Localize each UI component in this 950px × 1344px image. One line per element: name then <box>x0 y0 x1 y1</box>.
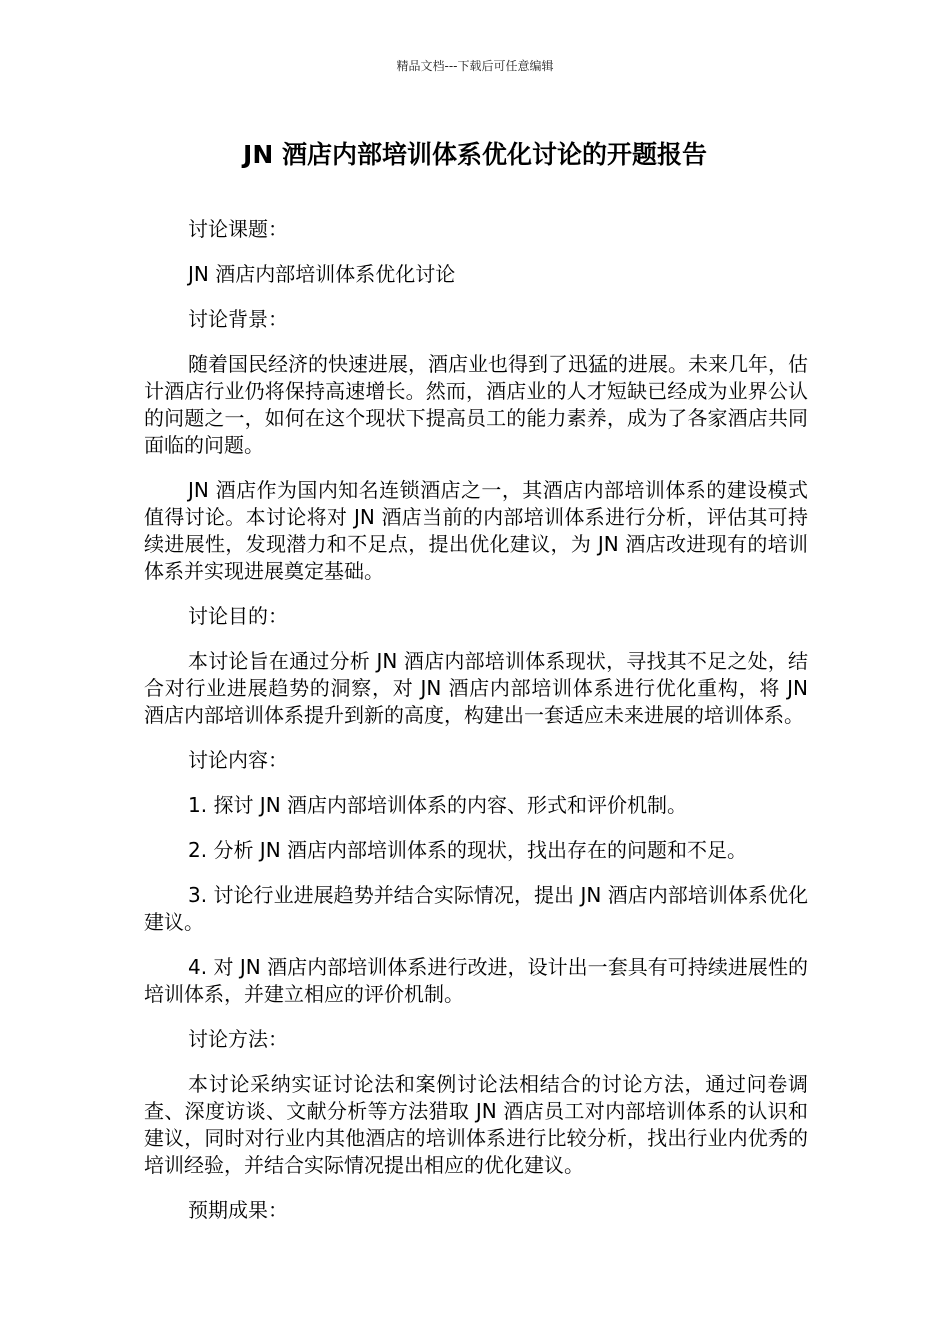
document-body <box>144 216 808 1242</box>
section-label-topic: 讨论课题： <box>188 217 288 241</box>
section-label-background: 讨论背景： <box>188 307 288 331</box>
section-label-method: 讨论方法： <box>188 1027 288 1051</box>
background-paragraph-1: 随着国民经济的快速进展，酒店业也得到了迅猛的进展。未来几年，估计酒店行业仍将保持高速增长。然而，酒店业的人才短缺已经成为业界公认的问题之一，如何在这个现状下提高员工的能力素养，成为了各家酒店共同面临的问题。 <box>144 352 808 457</box>
purpose-paragraph: 本讨论旨在通过分析 JN 酒店内部培训体系现状，寻找其不足之处，结合对行业进展趋势的洞察，对 JN 酒店内部培训体系进行优化重构，将 JN 酒店内部培训体系提升到新的高度，构建出一套适应未来进展的培训体系。 <box>144 649 808 727</box>
section-label-expected-results: 预期成果： <box>188 1198 288 1222</box>
content-item-4: 4. 对 JN 酒店内部培训体系进行改进，设计出一套具有可持续进展性的培训体系，并建立相应的评价机制。 <box>144 955 808 1006</box>
content-item-3: 3. 讨论行业进展趋势并结合实际情况，提出 JN 酒店内部培训体系优化建议。 <box>144 883 808 934</box>
content-item-2: 2. 分析 JN 酒店内部培训体系的现状，找出存在的问题和不足。 <box>188 838 748 862</box>
topic-text: JN 酒店内部培训体系优化讨论 <box>188 262 456 286</box>
document-title: JN 酒店内部培训体系优化讨论的开题报告 <box>243 140 707 169</box>
header-note: 精品文档---下载后可任意编辑 <box>396 59 554 73</box>
section-label-purpose: 讨论目的： <box>188 604 288 628</box>
content-item-1: 1. 探讨 JN 酒店内部培训体系的内容、形式和评价机制。 <box>188 793 688 817</box>
section-label-content: 讨论内容： <box>188 748 288 772</box>
background-paragraph-2: JN 酒店作为国内知名连锁酒店之一，其酒店内部培训体系的建设模式值得讨论。本讨论将对 JN 酒店当前的内部培训体系进行分析，评估其可持续进展性，发现潜力和不足点，提出优化建议，为 JN 酒店改进现有的培训体系并实现进展奠定基础。 <box>144 478 808 583</box>
method-paragraph: 本讨论采纳实证讨论法和案例讨论法相结合的讨论方法，通过问卷调查、深度访谈、文献分析等方法猎取 JN 酒店员工对内部培训体系的认识和建议，同时对行业内其他酒店的培训体系进行比较分析，找出行业内优秀的培训经验，并结合实际情况提出相应的优化建议。 <box>144 1072 808 1177</box>
